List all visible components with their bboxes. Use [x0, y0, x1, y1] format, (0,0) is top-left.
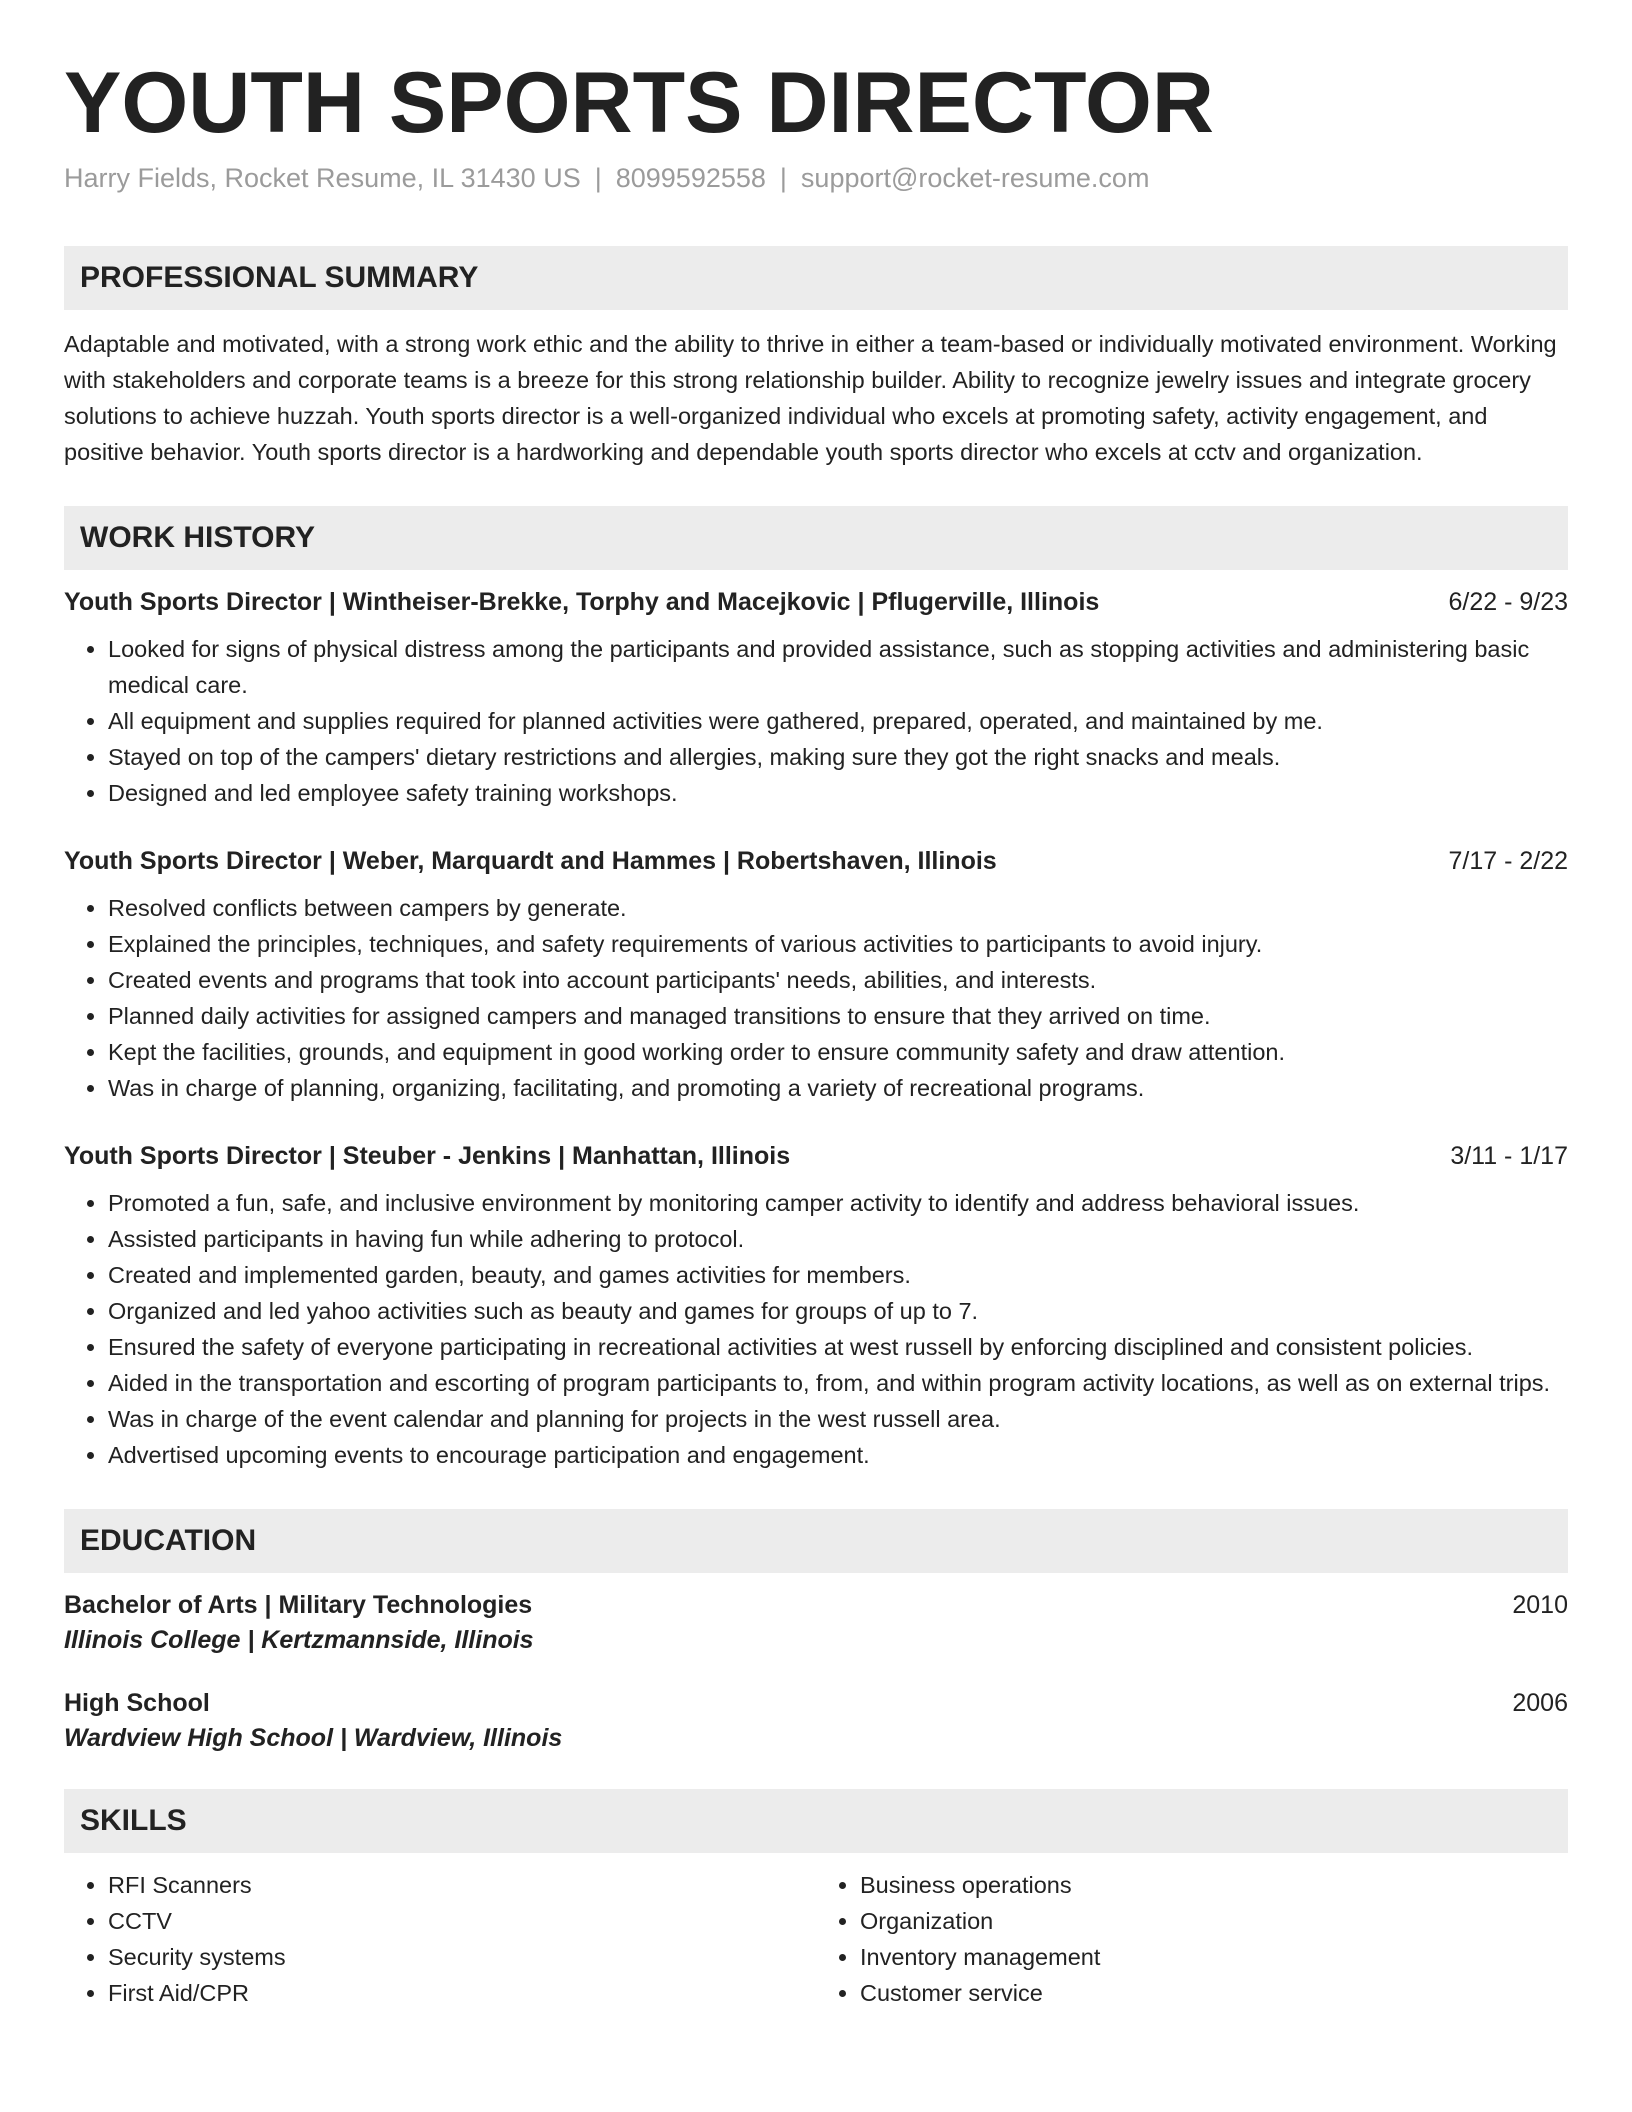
job-header: [64, 847, 1568, 876]
education-entry: [64, 1689, 1568, 1753]
summary-text: Adaptable and motivated, with a strong work ethic and the ability to thrive in either a team-based or individually motivated environment. Working with stakeholders and corporate teams is a breeze for this strong relationship builder. Ability to recognize jewelry issues and integrate grocery solutions to achieve huzzah. Youth sports director is a well-organized individual who excels at promoting safety, activity engagement, and positive behavior. Youth sports director is a hardworking and dependable youth sports director who excels at cctv and organization.: [64, 330, 1557, 465]
education-header: [64, 1591, 1568, 1620]
job-title: Youth Sports Director | Weber, Marquardt and Hammes | Robertshaven, Illinois: [64, 846, 997, 875]
job-title: Youth Sports Director | Steuber - Jenkins | Manhattan, Illinois: [64, 1141, 791, 1170]
section-heading-summary: PROFESSIONAL SUMMARY: [64, 246, 1568, 310]
job-entry: [64, 588, 1568, 811]
contact-address: Harry Fields, Rocket Resume, IL 31430 US: [64, 162, 581, 193]
education-school: Wardview High School | Wardview, Illinois: [64, 1723, 563, 1752]
job-bullets: [64, 1185, 1568, 1473]
skill-item: • RFI Scanners: [108, 1867, 816, 1903]
skills-column-left: [64, 1867, 816, 2011]
job-entry: [64, 847, 1568, 1106]
job-title: Youth Sports Director | Wintheiser-Brekke, Torphy and Macejkovic | Pflugerville, Illinois: [64, 587, 1100, 616]
resume-title: YOUTH SPORTS DIRECTOR: [64, 55, 1214, 151]
skill-item: • CCTV: [108, 1903, 816, 1939]
education-school: Illinois College | Kertzmannside, Illinois: [64, 1625, 534, 1654]
job-bullet: • Assisted participants in having fun while adhering to protocol.: [108, 1221, 1568, 1257]
education-entry: [64, 1591, 1568, 1655]
job-bullet: • Resolved conflicts between campers by generate.: [108, 890, 1568, 926]
job-bullet: • Kept the facilities, grounds, and equipment in good working order to ensure community safety and draw attention.: [108, 1034, 1568, 1070]
job-header: [64, 1142, 1568, 1171]
job-dates: 3/11 - 1/17: [1450, 1141, 1568, 1170]
job-dates: 7/17 - 2/22: [1448, 846, 1568, 875]
job-entry: [64, 1142, 1568, 1473]
skills-list: [64, 1867, 1568, 2011]
job-bullet: • Created events and programs that took into account participants' needs, abilities, and interests.: [108, 962, 1568, 998]
job-bullet: • Was in charge of planning, organizing, facilitating, and promoting a variety of recreational programs.: [108, 1070, 1568, 1106]
job-dates: 6/22 - 9/23: [1448, 587, 1568, 616]
skill-item: • First Aid/CPR: [108, 1975, 816, 2011]
job-bullet: • Explained the principles, techniques, and safety requirements of various activities to participants to avoid injury.: [108, 926, 1568, 962]
skill-item: • Organization: [860, 1903, 1568, 1939]
job-bullets: [64, 890, 1568, 1106]
education-year: 2006: [1512, 1688, 1568, 1717]
section-heading-work-history: WORK HISTORY: [64, 506, 1568, 570]
contact-phone: 8099592558: [615, 162, 766, 193]
contact-separator: |: [594, 162, 602, 193]
job-bullet: • Ensured the safety of everyone participating in recreational activities at west russell by enforcing disciplined and consistent policies.: [108, 1329, 1568, 1365]
contact-line: [64, 163, 1568, 194]
education-degree: High School: [64, 1688, 210, 1717]
skill-item: • Customer service: [860, 1975, 1568, 2011]
skill-item: • Security systems: [108, 1939, 816, 1975]
job-bullet: • Was in charge of the event calendar and planning for projects in the west russell area.: [108, 1401, 1568, 1437]
education-year: 2010: [1512, 1590, 1568, 1619]
education-header: [64, 1689, 1568, 1718]
job-bullet: • Promoted a fun, safe, and inclusive environment by monitoring camper activity to identify and address behavioral issues.: [108, 1185, 1568, 1221]
job-bullet: • All equipment and supplies required for planned activities were gathered, prepared, operated, and maintained by me.: [108, 703, 1568, 739]
job-bullet: • Stayed on top of the campers' dietary restrictions and allergies, making sure they got the right snacks and meals.: [108, 739, 1568, 775]
skill-item: • Business operations: [860, 1867, 1568, 1903]
job-bullet: • Designed and led employee safety training workshops.: [108, 775, 1568, 811]
section-heading-education: EDUCATION: [64, 1509, 1568, 1573]
job-bullet: • Advertised upcoming events to encourage participation and engagement.: [108, 1437, 1568, 1473]
contact-email: support@rocket-resume.com: [800, 162, 1150, 193]
job-bullet: • Looked for signs of physical distress among the participants and provided assistance, such as stopping activities and administering basic medical care.: [108, 631, 1568, 703]
skills-column-right: [816, 1867, 1568, 2011]
education-degree: Bachelor of Arts | Military Technologies: [64, 1590, 533, 1619]
job-header: [64, 588, 1568, 617]
job-bullet: • Aided in the transportation and escorting of program participants to, from, and within program activity locations, as well as on external trips.: [108, 1365, 1568, 1401]
job-bullet: • Created and implemented garden, beauty, and games activities for members.: [108, 1257, 1568, 1293]
job-bullets: [64, 631, 1568, 811]
section-heading-skills: SKILLS: [64, 1789, 1568, 1853]
job-bullet: • Planned daily activities for assigned campers and managed transitions to ensure that they arrived on time.: [108, 998, 1568, 1034]
contact-separator: |: [779, 162, 787, 193]
skill-item: • Inventory management: [860, 1939, 1568, 1975]
job-bullet: • Organized and led yahoo activities such as beauty and games for groups of up to 7.: [108, 1293, 1568, 1329]
